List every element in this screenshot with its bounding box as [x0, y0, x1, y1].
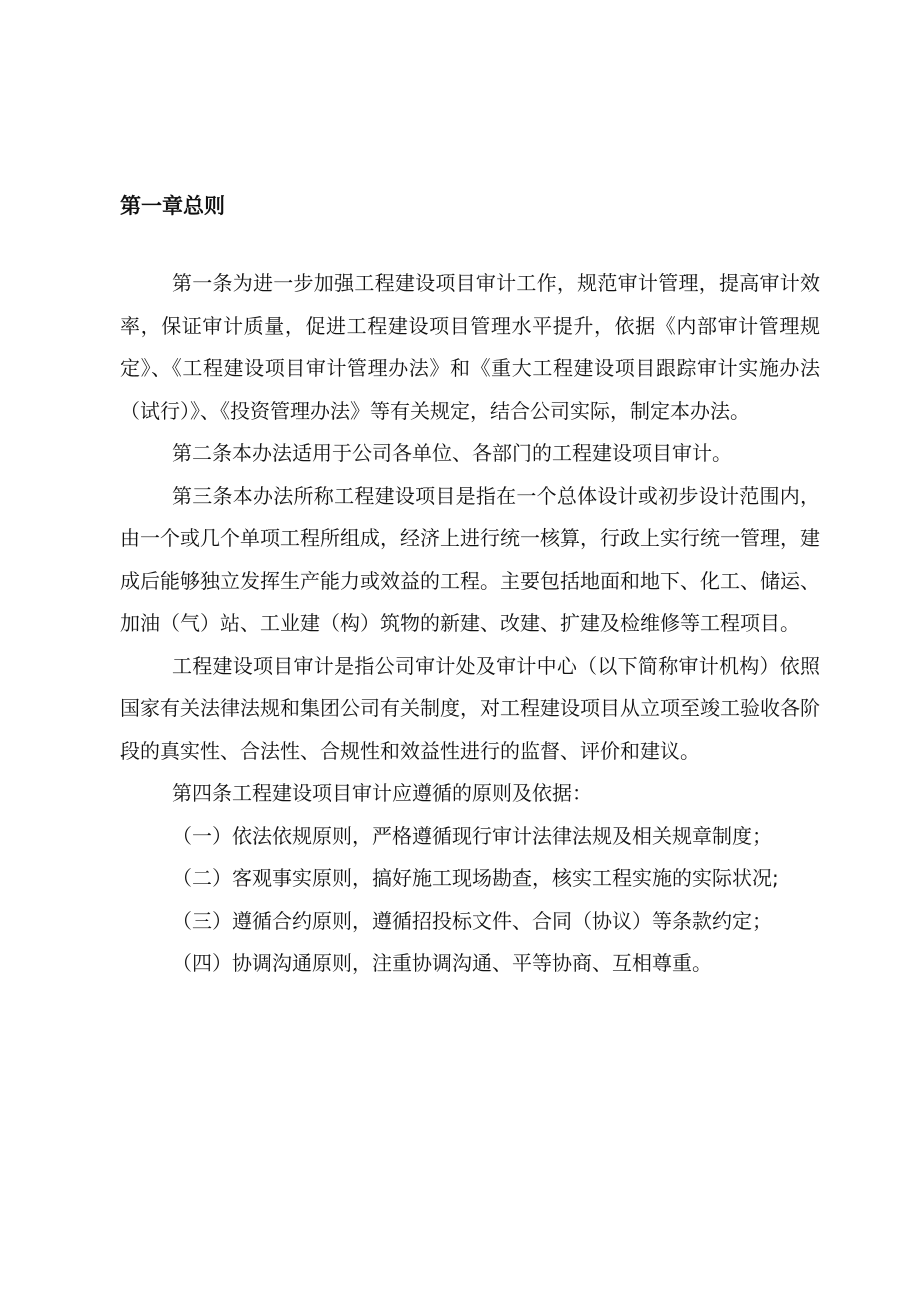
article-4-paragraph: 第四条工程建设项目审计应遵循的原则及依据：	[172, 781, 592, 805]
article-2-paragraph: 第二条本办法适用于公司各单位、各部门的工程建设项目审计。	[172, 441, 732, 465]
article-3-paragraph: 第三条本办法所称工程建设项目是指在一个总体设计或初步设计范围内，由一个或几个单项工程所组成，经济上进行统一核算，行政上实行统一管理，建成后能够独立发挥生产能力或效益的工程。主要包括地面和地下、化工、储运、加油（气）站、工业建（构）筑物的新建、改建、扩建及检维修等工程项目。	[120, 483, 820, 635]
principle-item: （四）协调沟通原则，注重协调沟通、平等协商、互相尊重。	[172, 951, 712, 975]
document-body	[120, 262, 820, 985]
audit-definition-paragraph: 工程建设项目审计是指公司审计处及审计中心（以下简称审计机构）依照国家有关法律法规和集团公司有关制度，对工程建设项目从立项至竣工验收各阶段的真实性、合法性、合规性和效益性进行的监督、评价和建议。	[120, 653, 820, 763]
article-1-paragraph: 第一条为进一步加强工程建设项目审计工作，规范审计管理，提高审计效率，保证审计质量，促进工程建设项目管理水平提升，依据《内部审计管理规定》、《工程建设项目审计管理办法》和《重大工程建设项目跟踪审计实施办法（试行）》、《投资管理办法》等有关规定，结合公司实际，制定本办法。	[120, 271, 820, 423]
principle-item: （二）客观事实原则，搞好施工现场勘查，核实工程实施的实际状况;	[172, 866, 779, 890]
principle-item: （三）遵循合约原则，遵循招投标文件、合同（协议）等条款约定；	[172, 908, 772, 933]
principle-item: （一）依法依规原则，严格遵循现行审计法律法规及相关规章制度；	[172, 823, 772, 848]
chapter-title: 第一章总则	[120, 194, 225, 218]
